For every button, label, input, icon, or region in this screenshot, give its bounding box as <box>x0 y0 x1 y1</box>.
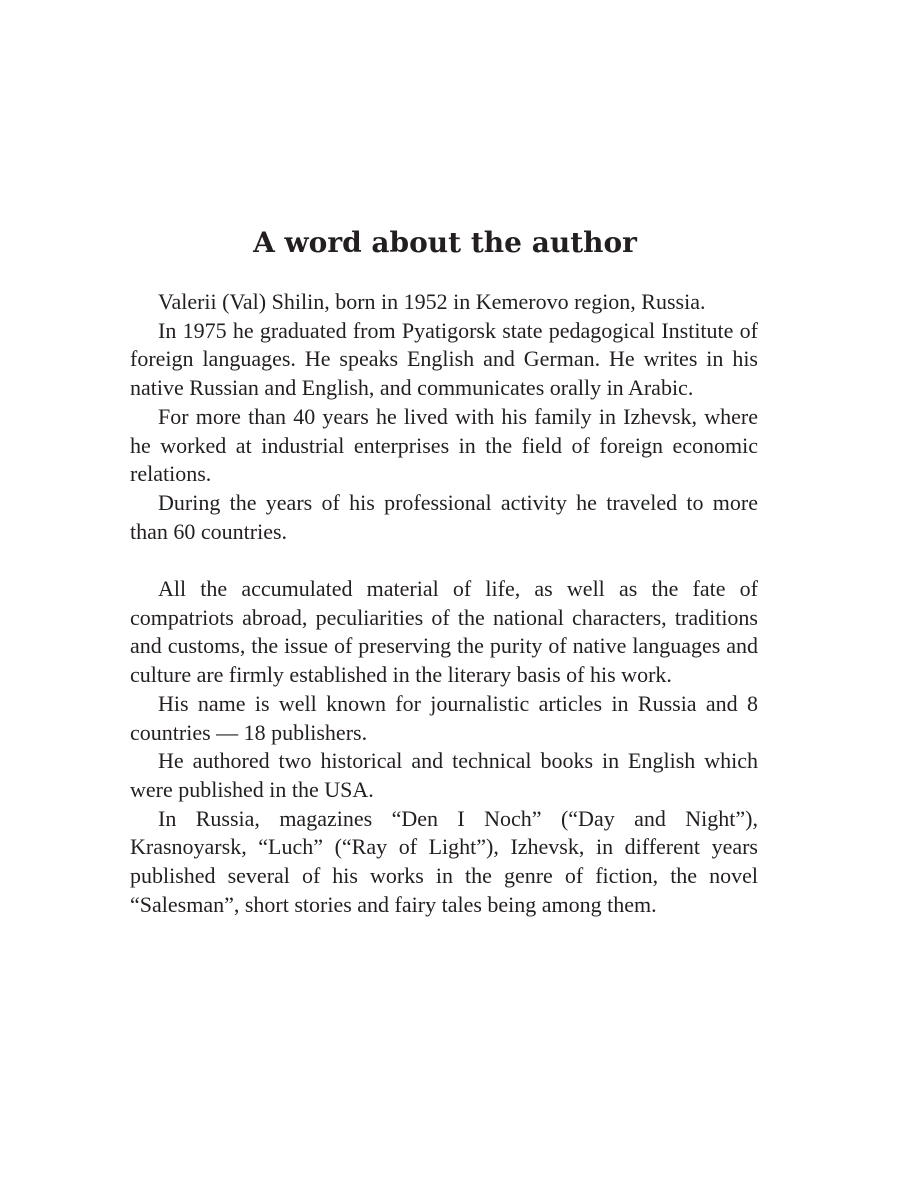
paragraph-gap <box>130 546 758 575</box>
page-title: A word about the author <box>253 226 637 259</box>
bio-paragraph: In 1975 he graduated from Pyatigorsk state pedagogical Institute of foreign languages. He speaks English and German. He writes in his native Russian and English, and communicates orally in Arabic. <box>130 317 758 401</box>
bio-paragraph: During the years of his professional activity he traveled to more than 60 countries. <box>130 489 758 544</box>
bio-paragraph: Valerii (Val) Shilin, born in 1952 in Kemerovo region, Russia. <box>158 289 706 314</box>
bio-paragraph: For more than 40 years he lived with his family in Izhevsk, where he worked at industrial enterprises in the field of foreign economic relations. <box>130 403 758 487</box>
bio-paragraph: All the accumulated material of life, as well as the fate of compatriots abroad, peculiarities of the national characters, traditions and customs, the issue of preserving the purity of native languages and culture are firmly established in the literary basis of his work. <box>130 576 758 688</box>
bio-paragraph: His name is well known for journalistic articles in Russia and 8 countries — 18 publishers. <box>130 690 758 745</box>
bio-paragraph: In Russia, magazines “Den I Noch” (“Day and Night”), Krasnoyarsk, “Luch” (“Ray of Light”), Izhevsk, in different years published several of his works in the genre of fiction, the novel “Salesman”, short stories and fairy tales being among them. <box>130 805 758 917</box>
author-bio <box>130 288 758 919</box>
bio-paragraph: He authored two historical and technical books in English which were published in the USA. <box>130 748 758 802</box>
